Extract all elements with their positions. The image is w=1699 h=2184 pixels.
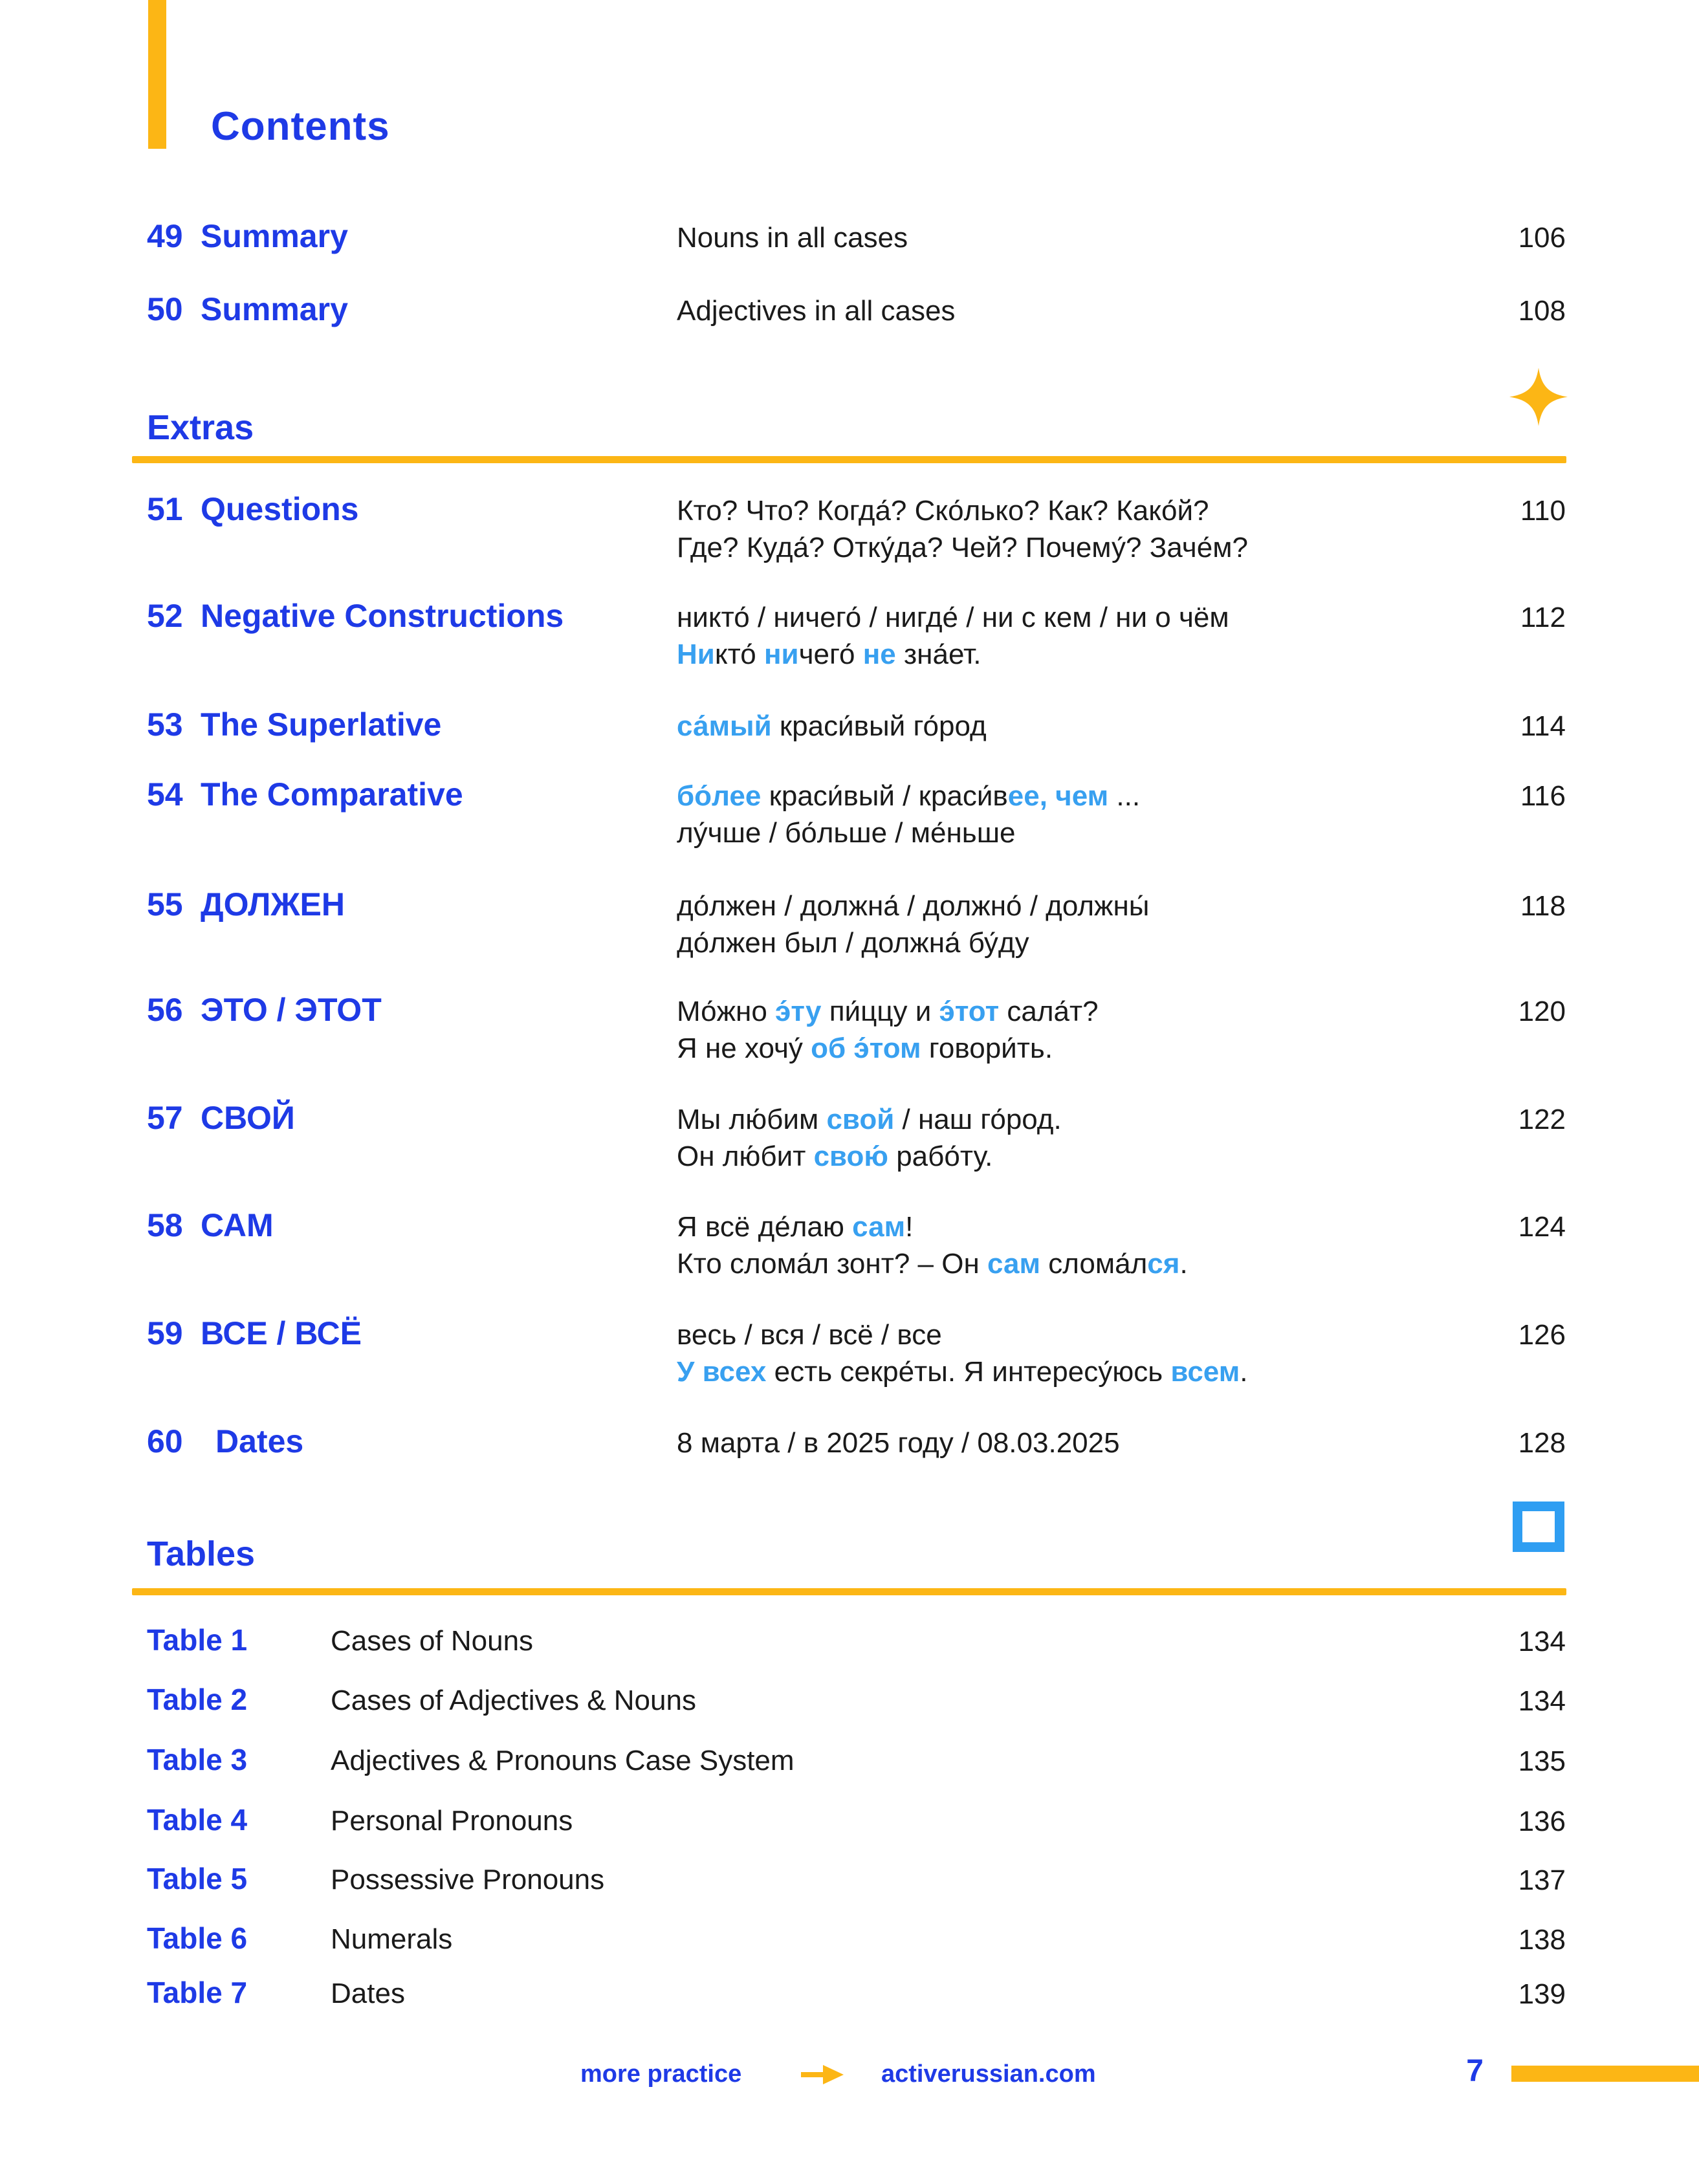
- item-example: [677, 888, 1492, 961]
- page-number: 106: [1518, 222, 1566, 254]
- table-label: Table 3: [147, 1743, 248, 1776]
- item-label: Negative Constructions: [201, 598, 564, 634]
- table-label: Table 7: [147, 1976, 248, 2009]
- item-label: ДОЛЖЕН: [201, 886, 345, 923]
- item-number: 52: [147, 598, 183, 634]
- table-description: Cases of Adjectives & Nouns: [331, 1685, 696, 1716]
- page-number: 120: [1518, 996, 1566, 1027]
- item-label: САМ: [201, 1207, 274, 1243]
- example-line: никто́ / ничего́ / нигде́ / ни с кем / ни о чём: [677, 602, 1229, 633]
- item-number: 55: [147, 886, 183, 923]
- example-line: Кто слома́л зонт? – Он сам слома́лся.: [677, 1248, 1188, 1280]
- item-example: [677, 1425, 1492, 1461]
- item-number: 49: [147, 218, 183, 254]
- example-line: Я не хочу́ об э́том говори́ть.: [677, 1032, 1053, 1064]
- example-line: бо́лее краси́вый / краси́вее, чем ...: [677, 780, 1141, 812]
- table-label: Table 1: [147, 1623, 248, 1657]
- item-description: Nouns in all cases: [677, 222, 908, 254]
- table-description: Dates: [331, 1978, 405, 2009]
- page-number: 110: [1520, 495, 1566, 527]
- page-number: 128: [1518, 1427, 1566, 1459]
- item-label: The Superlative: [201, 706, 442, 743]
- table-description: Possessive Pronouns: [331, 1864, 605, 1895]
- item-number: 51: [147, 491, 183, 527]
- page-number: 137: [1518, 1864, 1566, 1896]
- example-line: Никто́ ничего́ не зна́ет.: [677, 639, 981, 670]
- square-icon: [1513, 1502, 1564, 1552]
- table-description: Adjectives & Pronouns Case System: [331, 1745, 795, 1776]
- page-number: 122: [1518, 1104, 1566, 1135]
- item-number: 60: [147, 1423, 183, 1459]
- item-label: The Comparative: [201, 776, 463, 813]
- item-number: 58: [147, 1207, 183, 1243]
- item-example: [677, 1316, 1492, 1390]
- site-label: activerussian.com: [881, 2060, 1096, 2088]
- page-number: 108: [1518, 295, 1566, 327]
- table-description: Cases of Nouns: [331, 1625, 534, 1657]
- section-heading-extras: Extras: [147, 408, 254, 447]
- example-line: У всех есть секре́ты. Я интересу́юсь всем.: [677, 1356, 1248, 1388]
- more-practice-label: more practice: [580, 2060, 742, 2088]
- section-heading-tables: Tables: [147, 1534, 256, 1573]
- section-rule: [132, 456, 1566, 463]
- item-example: [677, 1101, 1492, 1175]
- page-number: 124: [1518, 1211, 1566, 1243]
- item-example: [677, 599, 1492, 673]
- accent-bar-bottom: [1511, 2066, 1699, 2082]
- page-number: 134: [1518, 1626, 1566, 1657]
- item-number: 57: [147, 1100, 183, 1136]
- example-line: Мы лю́бим свой / наш го́род.: [677, 1104, 1062, 1135]
- example-line: 8 марта / в 2025 году / 08.03.2025: [677, 1427, 1120, 1459]
- page-number: 134: [1518, 1685, 1566, 1717]
- item-label: Questions: [201, 491, 359, 527]
- section-rule: [132, 1588, 1566, 1595]
- item-number: 56: [147, 992, 183, 1028]
- table-label: Table 5: [147, 1862, 248, 1895]
- item-example: [677, 778, 1492, 851]
- example-line: весь / вся / всё / все: [677, 1319, 942, 1351]
- arrow-right-icon: [801, 2062, 844, 2087]
- example-line: са́мый краси́вый го́род: [677, 710, 987, 742]
- page-number-footer: 7: [1466, 2054, 1484, 2088]
- item-number: 53: [147, 706, 183, 743]
- table-label: Table 2: [147, 1683, 248, 1716]
- example-line: Мо́жно э́ту пи́ццу и э́тот сала́т?: [677, 996, 1099, 1027]
- page-number: 136: [1518, 1806, 1566, 1837]
- item-label: ВСЕ / ВСЁ: [201, 1315, 362, 1351]
- item-number: 54: [147, 776, 183, 813]
- item-example: [677, 1208, 1492, 1282]
- page-number: 114: [1520, 710, 1566, 742]
- item-example: [677, 492, 1492, 566]
- table-description: Numerals: [331, 1923, 453, 1955]
- table-label: Table 4: [147, 1803, 248, 1837]
- accent-bar-top: [148, 0, 166, 149]
- sparkle-icon: [1509, 366, 1568, 428]
- table-description: Personal Pronouns: [331, 1805, 573, 1837]
- item-example: [677, 993, 1492, 1067]
- example-line: до́лжен был / должна́ бу́ду: [677, 927, 1029, 959]
- page-number: 112: [1520, 602, 1566, 633]
- example-line: Он лю́бит свою́ рабо́ту.: [677, 1141, 993, 1172]
- item-number: 59: [147, 1315, 183, 1351]
- example-line: Кто? Что? Когда́? Ско́лько? Как? Како́й?: [677, 495, 1209, 527]
- example-line: до́лжен / должна́ / должно́ / должны́: [677, 890, 1150, 922]
- item-description: Adjectives in all cases: [677, 295, 956, 327]
- page-number: 126: [1518, 1319, 1566, 1351]
- item-number: 50: [147, 291, 183, 327]
- example-line: Я всё де́лаю сам!: [677, 1211, 914, 1243]
- page-number: 139: [1518, 1978, 1566, 2010]
- item-label: Dates: [215, 1423, 304, 1459]
- page-number: 138: [1518, 1924, 1566, 1956]
- page-title: Contents: [211, 104, 390, 149]
- item-label: Summary: [201, 291, 348, 327]
- example-line: лу́чше / бо́льше / ме́ньше: [677, 817, 1016, 849]
- page-number: 116: [1520, 780, 1566, 812]
- example-line: Где? Куда́? Отку́да? Чей? Почему́? Заче́м?: [677, 532, 1248, 563]
- item-example: [677, 708, 1492, 745]
- table-label: Table 6: [147, 1921, 248, 1955]
- page-number: 135: [1518, 1745, 1566, 1777]
- item-label: Summary: [201, 218, 348, 254]
- item-label: СВОЙ: [201, 1100, 295, 1136]
- page-number: 118: [1520, 890, 1566, 922]
- item-label: ЭТО / ЭТОТ: [201, 992, 382, 1028]
